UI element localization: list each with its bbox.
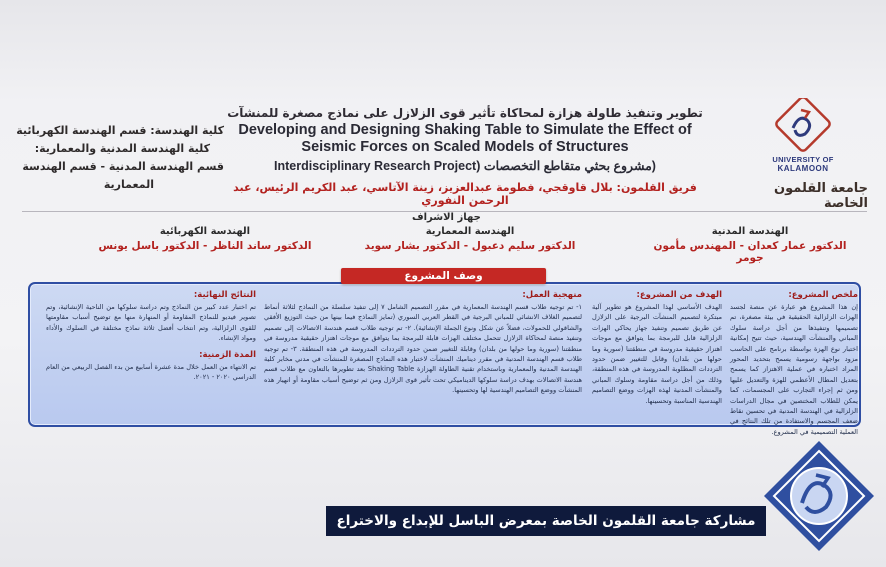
names-electrical: الدكتور ساند الناظر - الدكتور باسل يونس [98, 240, 312, 252]
supervision-title: جهاز الاشراف [412, 212, 481, 223]
supervisors-architecture [360, 226, 580, 252]
university-name-ar: جامعة القلمون الخاصة [773, 181, 868, 211]
faculty-line-1: كلية الهندسة: قسم الهندسة الكهربائية [16, 124, 224, 137]
summary-text: إن هذا المشروع هو عبارة عن منصة لجسد الهزات الزلزالية الحقيقية في بيئة مصغرة، تم تصميمها وتنفيذها من أجل دراسة سلوك المباني والمنشآت الهندسية، حيث تتيح إمكانية اختبار نوع الهزة بواسطة برنامج على الحاسب مزود بواجهة رسومية يسمح بتحديد المحور المراد اختباره في عملية الاهتزاز كما يسمح بتعديل المطال الأعظمي للهزة والتعديل عليها ومن ثم إجراء التجارب على المجسمات، كما يمكن للطلاب المختصين في مجال الدراسات الزلزالية في الهندسة المدنية في تحسين نقاط ضعف المجسم والاستفادة من تلك النتائج في العملية التصميمية في المشروع. [730, 303, 858, 436]
supervision-block [40, 212, 860, 262]
logo-text-kalamoon: KALAMOON [777, 164, 829, 173]
project-description-panel [28, 282, 861, 436]
goal-text: الهدف الأساسي لهذا المشروع هو تطوير آلية مبتكرة لتصميم المنشآت البرجية على الزلازل عن طريق تصميم وتنفيذ جهاز يحاكي الهزات الزلزالية قابل للبرمجة بما يتوافق مع موجات اهتزاز حقيقية مدروسة في منطقتنا (سورية وما حولها من بلدان) وقابل للتغيير ضمن حدود الترددات المطلوبة المدروسة في هذه المنطقة، وذلك من أجل دراسة مقاومة وسلوك المباني والمنشآت المدنية لهذه الهزات ووضع التصاميم الهندسية المناسبة وتحسينها. [592, 303, 722, 405]
dept-civil: الهندسة المدنية [711, 226, 789, 237]
result-text: تم اختبار عدد كبير من النماذج وتم دراسة سلوكها من الناحية الإنشائية، وتم تصوير فيديو للنماذج المقاومة أو المنهارة منها مع توضيح أسباب مقاومتها للقوى الزلزالية، وتم انتخاب أفضل ثلاثة نماذج مختلفة في السلوك والأداء ومواد الإنشاء. [46, 303, 256, 343]
method-text: ١- تم توجيه طلاب قسم الهندسة المعمارية في مقرر التصميم الشامل ٧ إلى تنفيذ سلسلة من النماذج لثلاثة أنماط لتصميم الغلاف الانشائي للمباني البرجية في القطر العربي السوري (تمايز النماذج فيما بينها من حيث التوزيع الأفقي والشاقولي للحمولات، فضلاً عن شكل ونوع الجملة الإنشائية). ٢- تم توجيه طلاب قسم هندسة الاتصالات إلى تصميم وتنفيذ منصة لمحاكاة الزلازل تتحمل مختلف الهزات قابلة للبرمجة بما يتوافق مع موجات اهتزاز حقيقية مدروسة في منطقتنا (سورية وما حولها من بلدان) وقابلة للتغيير ضمن حدود الترددات المدروسة في هذه المنطقة. ٣- تم توجيه طلاب قسم الهندسة المدنية في مقرر ديناميك المنشآت لاختبار هذه النماذج المصغرة للمنشآت في مدني مخابر كلية الهندسة المدنية والمعمارية وباستخدام تقنية الطاولة الهزازة Shaking Table بعد تطويرها بالتعاون مع طلاب قسم هندسة الاتصالات بهدف دراسة سلوكها الديناميكي تحت تأثير قوى الزلازل ومن ثم توضيح أسباب مقاومة أو انهيار هذه المنشآت ووضع التصاميم الهندسية لها وتحسينها. [264, 303, 583, 395]
title-arabic: تطوير وتنفيذ طاولة هزازة لمحاكاة تأثير قوى الزلازل على نماذج مصغرة للمنشآت [227, 106, 703, 120]
title-block [215, 104, 715, 207]
section-method [264, 290, 582, 396]
dept-electrical: الهندسة الكهربائية [159, 226, 251, 237]
section-summary [730, 290, 858, 437]
duration-heading: المدة الزمنية: [199, 349, 256, 360]
names-civil: الدكتور عمار كعدان - المهندس مأمون جومر [653, 240, 847, 264]
faculty-block [14, 122, 224, 194]
project-type: (مشروع بحثي متقاطع التخصصات (Interdisciplinary Research Project [274, 159, 656, 173]
faculty-line-4: المعمارية [103, 178, 154, 191]
dept-architecture: الهندسة المعمارية [425, 226, 515, 237]
supervisors-electrical [90, 226, 320, 252]
goal-heading: الهدف من المشروع: [636, 290, 722, 300]
section-goal [592, 290, 722, 406]
description-banner: وصف المشروع [341, 268, 546, 284]
faculty-line-2: كلية الهندسة المدنية والمعمارية: [34, 142, 210, 155]
method-heading: منهجية العمل: [522, 290, 582, 300]
duration-text: تم الانتهاء من العمل خلال مدة عشرة أسابيع من بدء الفصل الربيعي من العام الدراسي ٢٠٢٠ - ٢٠٢١. [46, 362, 256, 382]
faculty-line-3: قسم الهندسة المدنية - قسم الهندسة [22, 160, 224, 173]
team-members: فريق القلمون: بلال قاوقجي، فطومة عبدالعزيز، زينة الآتاسي، عبد الكريم الرئيس، عبد الرحمن النفوري [233, 181, 697, 207]
section-result [46, 290, 256, 382]
university-logo-icon [775, 98, 831, 154]
university-logo-block [738, 98, 868, 211]
kalamoon-badge-icon [760, 437, 878, 555]
summary-heading: ملخص المشروع: [788, 290, 858, 300]
supervisors-civil [640, 226, 860, 264]
logo-text-university: UNIVERSITY OF [772, 155, 834, 164]
footer-caption: مشاركة جامعة القلمون الخاصة بمعرض الباسل للإبداع والاختراع [326, 506, 766, 536]
title-english-line1: Developing and Designing Shaking Table to Simulate the Effect of [238, 122, 692, 138]
result-heading: النتائج النهائية: [193, 290, 256, 300]
names-architecture: الدكتور سليم دعبول - الدكتور بشار سويد [364, 240, 576, 252]
title-english-line2: Seismic Forces on Scaled Models of Structures [301, 139, 629, 155]
